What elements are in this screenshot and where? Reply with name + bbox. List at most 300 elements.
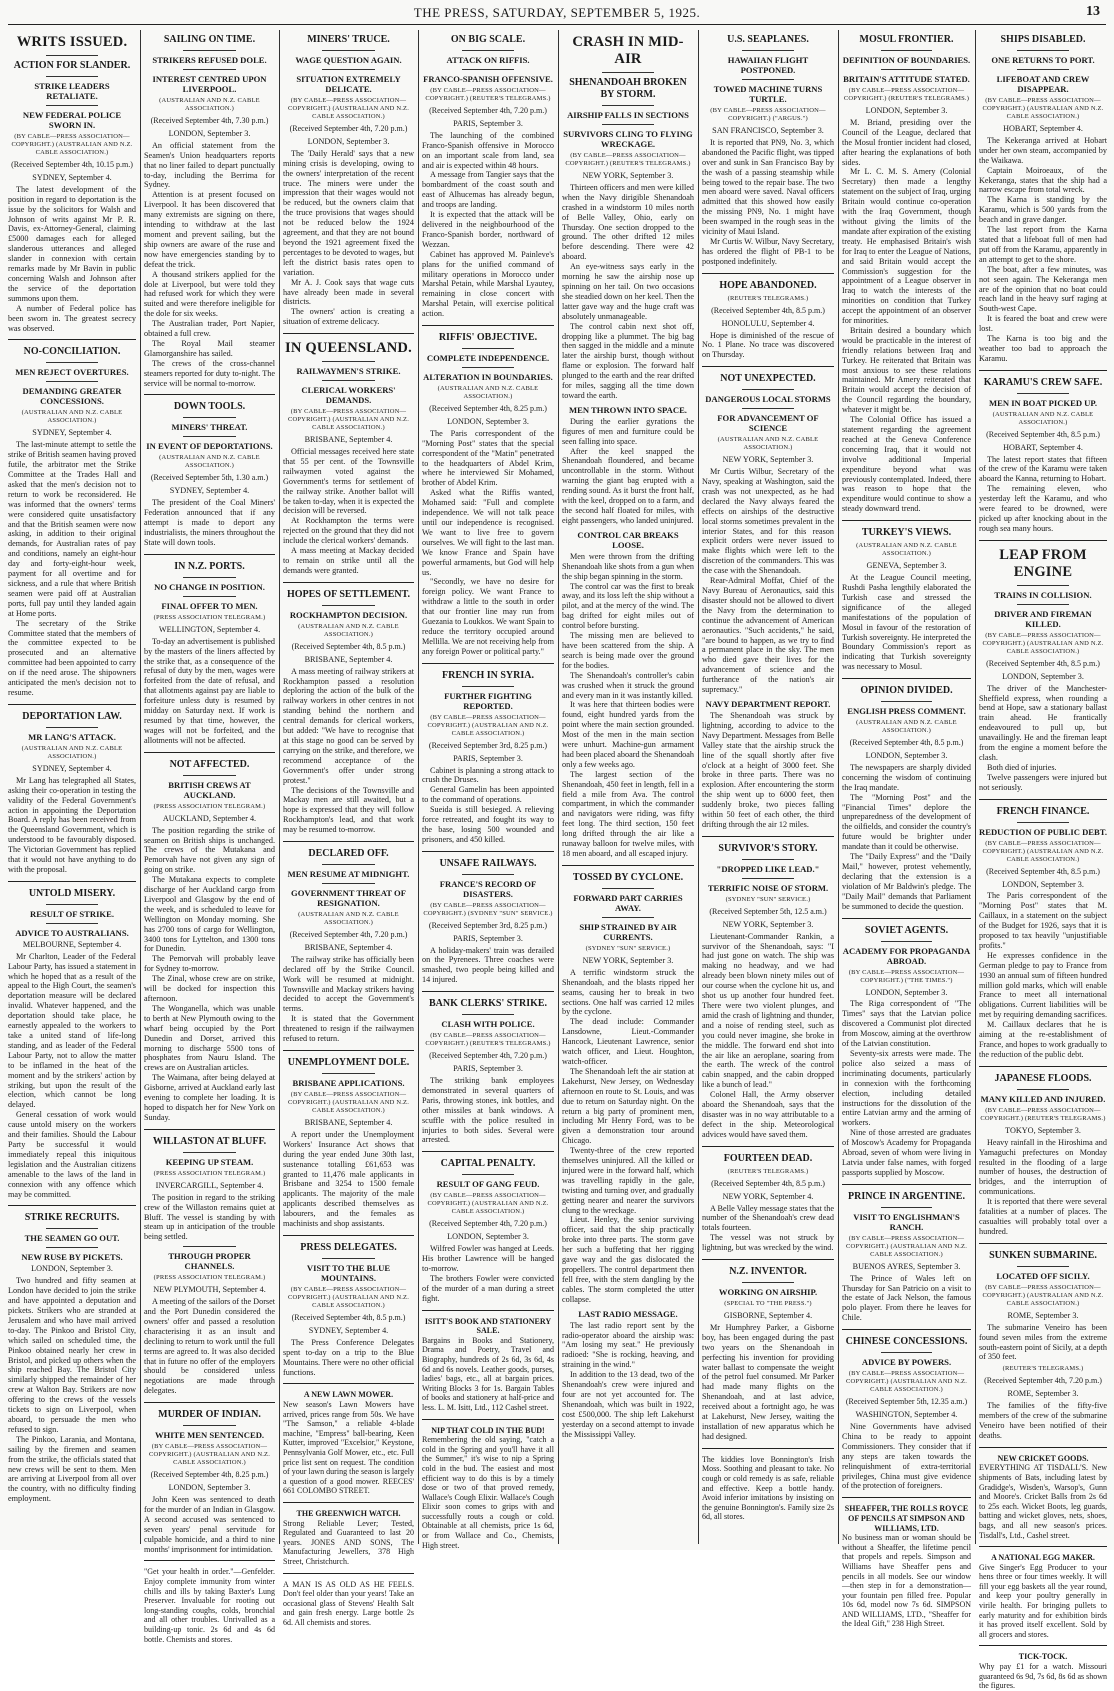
dateline: SYDNEY, September 4.	[169, 486, 250, 496]
wire-credit: (AUSTRALIAN AND N.Z. CABLE ASSOCIATION.)	[21, 744, 123, 760]
article-paragraph: Mr Charlton, Leader of the Federal Labour Party, has issued a statement in which he hoped that as a result of the appeal to the High Court, the seamen's deportation measure will be declared invalid. Whatever happened, and the deportation should take place, he earnestly appealed to the workers to take a united stand of life-long standing, and as leader of the Federal Labour Party, not to allow the matter to be inflamed in the heat of the moment and by the strikers' action by striking, but upon the result of the election, which cannot be long delayed.	[8, 951, 136, 1110]
subheadline: REDUCTION OF PUBLIC DEBT.	[979, 826, 1107, 837]
headline: SAILING ON TIME.	[163, 34, 256, 45]
article-paragraph: The 'Daily Herald' says that a new mining crisis is developing, owing to the owners' interpretation of the recent truce. The miners were under the impression that their wages would not be reduced, but the owners claim that the truce provisions that wages should not be reduced below the 1924 agreement, and that they are not bound beyond the 1921 agreement fixed the percentages to be devoted to wages, but left the district basis rates open to variation.	[283, 148, 414, 277]
dateline: PARIS, September 3.	[453, 933, 523, 943]
divider	[979, 1447, 1107, 1448]
dateline: WELLINGTON, September 4.	[158, 624, 261, 634]
article-paragraph: The Kekeranga arrived at Hobart under her own steam, accompanied by the Waikawa.	[979, 135, 1107, 165]
page-number: 13	[1086, 4, 1100, 19]
divider	[283, 1050, 414, 1051]
wire-credit: (BY CABLE—PRESS ASSOCIATION—COPYRIGHT.) (AUSTRALIAN AND N.Z. CABLE ASSOCIATION.)	[287, 97, 410, 120]
article-paragraph: In addition to the 13 dead, two of the Shenandoah's crew were injured and four are not yet accounted for. The Shenandoah, which was built in 1922, cost £500,000. The ship left Lakehurst yesterday on a second attempt to invade the Mississippi Valley.	[562, 1370, 694, 1439]
wire-credit: (AUSTRALIAN AND N.Z. CABLE ASSOCIATION.)	[856, 542, 957, 558]
article-paragraph: The president of the Coal Miners' Federation announced that if any attempt is made to deport any industrialists, the miners throughout the State will down tools.	[144, 498, 275, 547]
divider	[183, 69, 235, 70]
divider	[183, 417, 235, 418]
wire-credit: (PRESS ASSOCIATION TELEGRAM.)	[153, 613, 266, 621]
wire-credit: (REUTER'S TELEGRAMS.)	[727, 1167, 809, 1175]
divider	[602, 888, 655, 889]
wire-credit: (BY CABLE—PRESS ASSOCIATION—COPYRIGHT.) (REUTER'S TELEGRAMS.)	[843, 87, 970, 102]
dateline: MELBOURNE, September 4.	[22, 939, 122, 949]
divider	[842, 1184, 971, 1185]
subheadline: INTEREST CENTRED UPON LIVERPOOL.	[152, 74, 267, 94]
subheadline: BRITISH CREWS AT AUCKLAND.	[168, 779, 251, 800]
column-1	[5, 30, 139, 1544]
dateline: AUCKLAND, September 4.	[162, 813, 257, 823]
divider	[742, 79, 795, 80]
headline: CHINESE CONCESSIONS.	[845, 1336, 968, 1348]
article-paragraph: The largest section of the Shenandoah, 450 feet in length, fell in a field a mile from Ava. The control compartment, in which the commander and navigators were riding, was fifty feet long. The third section, 150 feet long drifted through the air like a runaway balloon for twelve miles, with 18 men aboard, and all escaped injury.	[562, 769, 694, 858]
subheadline: RESULT OF GANG FEUD.	[436, 1179, 540, 1190]
subheadline: TOWED MACHINE TURNS TURTLE.	[713, 84, 823, 104]
subheadline: FINAL OFFER TO MEN.	[161, 600, 258, 611]
article-paragraph: John Keen was sentenced to death for the murder of an Indian in Glasgow. A second accused was sentenced to seven years' penal servitude for culpable homicide, and a third to nine months' imprisonment for intimidation.	[144, 1495, 275, 1554]
advertisement	[283, 1580, 414, 1628]
advertisement-heading: SHEAFFER, THE ROLLS ROYCE OF PENCILS AT SIMPSON AND WILLIAMS, LTD.	[844, 1504, 969, 1533]
article-paragraph: General Gamelin has been appointed to the command of operations.	[422, 785, 554, 805]
dateline: SYDNEY, September 4.	[32, 172, 112, 182]
advertisement	[842, 1504, 971, 1629]
article-paragraph: The last-minute attempt to settle the strike of British seamen having proved futile, the arbitrator met the Strike Committee at the Trades Hall and asked that the men's decision not to return to work be reconsidered. He was informed that the owners' terms were considered quite unsatisfactory and that the British seamen were now asking, in addition to their original demands, for Australian rates of pay and conditions, namely an eight-hour day and forty-eight-hour week, payment for all overtime and for sickness, and a rule that where British seamen were paid off at Australian ports, full pay until they landed again at Home ports.	[8, 440, 136, 618]
article-paragraph: Men were thrown from the drifting Shenandoah like shots from a gun when the ship began spinning in the storm.	[562, 551, 694, 581]
headline: TOSSED BY CYCLONE.	[572, 871, 684, 883]
dateline: LONDON, September 3.	[447, 1232, 529, 1242]
divider	[1017, 1089, 1068, 1090]
article-paragraph: A thousand strikers applied for the dole at Liverpool, but were told they had refused work for which they were suited and were therefore ineligible for the dole for six weeks.	[144, 269, 275, 319]
subheadline: TERRIFIC NOISE OF STORM.	[707, 882, 829, 893]
dateline: SYDNEY, September 4.	[308, 1325, 389, 1335]
headline: FOURTEEN DEAD.	[723, 1152, 813, 1164]
dateline: HOBART, September 4.	[1003, 124, 1083, 133]
received-line: (Received September 4th, 8.5 p.m.)	[711, 305, 825, 315]
dateline: NEW YORK, September 3.	[582, 171, 674, 180]
article-paragraph: Mr Humphrey Parker, a Gisborne boy, has been engaged during the past two years on the Shenandoah in perfecting his invention for providing water ballast to compensate the weight of the petrol fuel consumed. Mr Parker had made many flights on the Shenandoah, and at last advice, received about a fortnight ago, he was at Lakehurst, New Jersey, waiting the installation of new apparatus which he had designed.	[702, 1322, 834, 1441]
article-paragraph: The Zinal, whose crew are on strike, will be docked for inspection this afternoon.	[144, 974, 275, 1003]
article-paragraph: The missing men are believed to have been scattered from the ship. A search is being made over the ground for the bodies.	[562, 631, 694, 670]
divider	[46, 362, 97, 363]
advertisement-heading: TICK-TOCK.	[1018, 1652, 1068, 1662]
headline: CRASH IN MID-AIR	[572, 34, 684, 67]
divider	[46, 381, 97, 382]
wire-credit: (BY CABLE—PRESS ASSOCIATION—COPYRIGHT.) (AUSTRALIAN AND N.Z. CABLE ASSOCIATION.)	[845, 1370, 968, 1394]
divider	[322, 69, 374, 70]
subheadline: RESULT OF STRIKE.	[30, 908, 114, 919]
article-paragraph: The control car was the first to break away, and its loss left the ship without a pilot, and at the mercy of the wind. The bag drifted for eight miles out of control before bursting.	[562, 581, 694, 631]
advertisement-heading: THE GREENWICH WATCH.	[296, 1508, 401, 1518]
column-8	[976, 30, 1110, 1691]
received-line: (Received September 4th, 8.5 p.m.)	[291, 1312, 406, 1322]
headline: RIFFIS' OBJECTIVE.	[438, 332, 538, 344]
divider	[144, 394, 275, 395]
dateline: TOKYO, September 3.	[1005, 1125, 1081, 1135]
divider	[283, 1235, 414, 1236]
subheadline: CONTROL CAR BREAKS LOOSE.	[577, 529, 679, 550]
headline: SHENANDOAH BROKEN BY STORM.	[569, 77, 687, 100]
divider	[1017, 604, 1068, 605]
dateline: WASHINGTON, September 4.	[855, 1410, 958, 1420]
subheadline: TRAINS IN COLLISION.	[994, 589, 1092, 600]
divider	[183, 436, 235, 437]
subheadline: RAILWAYMEN'S STRIKE.	[296, 366, 401, 377]
received-line: (Received September 4th, 7.30 p.m.)	[150, 116, 269, 125]
article-paragraph: Lieutenant-Commander Rankin, a survivor of the Shenandoah, says: "I had just gone on watch. The ship was making no headway, and we had already been blown ninety miles out of our course when the cyclone hit us, and shot us up another four hundred feet. There were two violent plunges, and amid the crash of lightning and thunder, and a noise of rending steel, such as you could never imagine, she broke in the middle. The forward end shot into the air like an aeroplane, soaring from the earth. The wreck of the control cabin snapped, and the cabin dropped like a bunch of lead."	[702, 931, 834, 1090]
subheadline: KEEPING UP STEAM.	[165, 1156, 254, 1167]
wire-credit: (PRESS ASSOCIATION TELEGRAM.)	[153, 802, 266, 810]
article-paragraph: The Royal Mail steamer Glamorganshire has sailed.	[144, 338, 275, 358]
received-line: (Received September 4th, 8.5 p.m.)	[986, 658, 1100, 668]
divider	[183, 1246, 235, 1247]
article-paragraph: The Pemorvah will probably leave for Sydney to-morrow.	[144, 954, 275, 974]
divider	[742, 859, 795, 860]
wire-credit: (SYDNEY "SUN" SERVICE.)	[585, 944, 671, 952]
column-4	[419, 30, 557, 1550]
article-paragraph: "Secondly, we have no desire for foreign policy. We want France to withdraw a little to the south in order that our frontier line may run from Guezania to Loukkos. We want Spain to reduce the territory occupied around Mellilla. We are not receiving help from any foreign Power or political party."	[422, 577, 554, 656]
article-paragraph: The secretary of the Strike Committee stated that the members of the committee expected to be prosecuted and an alternative committee had been appointed to carry on if the need arose. The shipowners anticipated the men's decision not to resume.	[8, 618, 136, 697]
received-line: (Received September 4th, 7.20 p.m.)	[429, 1051, 547, 1061]
divider	[8, 704, 136, 705]
wire-credit: (AUSTRALIAN AND N.Z. CABLE ASSOCIATION.)	[298, 911, 399, 927]
article-paragraph: The newspapers are sharply divided concerning the wisdom of continuing the Iraq mandate.	[842, 762, 971, 792]
divider	[462, 50, 515, 51]
advertisement	[422, 1317, 554, 1413]
article-paragraph: M. Briand, presiding over the Council of the League, declared that the Mosul frontier incident had closed, after hearing the explanations of both sides.	[842, 117, 971, 167]
article-paragraph: The Waimana, after being delayed at Gisborne, arrived at Auckland early last evening to complete her loading. It is hoped to dispatch her for New York on Sunday.	[144, 1073, 275, 1122]
article-paragraph: It is expected that the attack will be delivered in the neighbourhood of the Franco-Spanish border, northward of Wezzan.	[422, 210, 554, 249]
article-paragraph: Nine Governments have advised China to be ready to appoint Commissioners. They consider that if any steps are taken towards the relinquishment of extra-territorial privileges, China must give evidence of the protection of foreigners.	[842, 1422, 971, 1491]
divider	[462, 686, 515, 687]
divider	[422, 325, 554, 326]
divider	[283, 582, 414, 583]
headline: WRITS ISSUED.	[16, 34, 128, 50]
subheadline: NO CHANGE IN POSITION.	[154, 581, 265, 592]
divider	[8, 1205, 136, 1206]
subheadline: NEW RUSE BY PICKETS.	[21, 1252, 123, 1263]
subheadline: DRIVER AND FIREMAN KILLED.	[994, 608, 1092, 629]
subheadline: IN EVENT OF DEPORTATIONS.	[146, 441, 273, 452]
dateline: HOBART, September 4.	[1003, 442, 1083, 452]
article-paragraph: It was here that thirteen bodies were found, eight hundred yards from the point where the main section grounded. Most of the men in the main section were unhurt. Machine-gun armament had been placed aboard the Shenandoah only a few weeks ago.	[562, 700, 694, 769]
article-paragraph: Attention is at present focused on Liverpool. It has been discovered that many extremists are signing on there, intending to withdraw at the last moment and prevent sailing, but the ship owners are aware of the ruse and now have emergencies standing by to defeat the trick.	[144, 190, 275, 269]
article-paragraph: An eye-witness says early in the morning he saw the airship nose up spinning on her tail. On two occasions she steadied down on her keel. Then the latter gave way and the huge craft was absolutely unmanageable.	[562, 262, 694, 321]
subheadline: STRIKERS REFUSED DOLE.	[152, 55, 267, 65]
divider	[1017, 585, 1068, 586]
divider	[283, 1383, 414, 1384]
article-paragraph: Mr A. J. Cook says that wage cuts have already been made in several districts.	[283, 277, 414, 307]
headline: FRENCH FINANCE.	[996, 805, 1090, 817]
divider	[322, 361, 374, 362]
divider	[283, 841, 414, 842]
wire-credit: (SPECIAL TO "THE PRESS.")	[724, 1300, 812, 1308]
divider	[46, 923, 97, 924]
column-6	[699, 30, 837, 1544]
wire-credit: (AUSTRALIAN AND N.Z. CABLE ASSOCIATION.)	[298, 622, 399, 638]
subheadline: WHITE MEN SENTENCED.	[154, 1430, 265, 1441]
headline: SHIPS DISABLED.	[1000, 34, 1086, 45]
article-paragraph: The Colonial Office has issued a statement regarding the agreement reached at the Geneva Conference concerning Iraq, that it would not involve additional Imperial expenditure beyond what was previously contemplated. Indeed, there was reason to hope that the expenditure would continue to show a steady downward trend.	[842, 415, 971, 514]
article-paragraph: The Shenandoah left the air station at Lakehurst, New Jersey, on Wednesday afternoon en route to St. Louis, and was due to return on Saturday night. On the return a big party of prominent men, including Mr Henry Ford, was to be given a demonstration tour around Chicago.	[562, 1066, 694, 1146]
wire-credit: (AUSTRALIAN AND N.Z. CABLE ASSOCIATION.)	[159, 454, 260, 470]
headline: OPINION DIVIDED.	[860, 685, 953, 697]
subheadline: THROUGH PROPER CHANNELS.	[168, 1251, 251, 1272]
divider	[46, 727, 97, 728]
headline: N.Z. INVENTOR.	[729, 1266, 807, 1278]
article-paragraph: During the earlier gyrations the figures of men and furniture could be seen falling into space.	[562, 416, 694, 446]
divider	[183, 1425, 235, 1426]
divider	[462, 1174, 515, 1175]
divider	[144, 1560, 275, 1561]
article-paragraph: To-day an advertisement is published by the masters of the liners affected by the strike that, as a consequence of the refusal of duty by the men, wages were forfeited from the date of refusal, and that allotments against pay are liable to forfeiture unless duty is resumed by midday on Saturday next. If work is resumed by that time, however, the wages will not be forfeited, and the allotments will not be affected.	[144, 636, 275, 745]
article-paragraph: Britain desired a boundary which would be practicable in the interest of friendly relations between Iraq and Turkey. He reiterated that Britain was most anxious to see these relations maintained. Mr Amery reiterated that Britain would accept the decision of the Council regarding the boundary, whatever it might be.	[842, 325, 971, 415]
wire-credit: (BY CABLE—PRESS ASSOCIATION—COPYRIGHT.) ("THE TIMES.")	[848, 968, 965, 984]
article-paragraph: The vessel was not struck by lightning, but was wrecked by the wind.	[702, 1233, 834, 1253]
divider	[742, 878, 795, 879]
divider	[702, 366, 834, 367]
article-paragraph: The Wonganella, which was unable to berth at New Plymouth owing to the wharf being occupied by the Port Dunedin and Dorset, arrived this morning to discharge 5500 tons of phosphates from Nauru Island. The crews are on Australian articles.	[144, 1003, 275, 1073]
subheadline: LAST RADIO MESSAGE.	[578, 1308, 678, 1319]
divider	[183, 596, 235, 597]
wire-credit: (REUTER'S TELEGRAMS.)	[1002, 1365, 1084, 1373]
received-line: (Received September 4th, 8.5 p.m.)	[291, 641, 406, 651]
article-paragraph: At the League Council meeting, Rushdi Pasha lengthily elaborated the Turkish case and stressed the significance of the alleged manifestations of the population of Mosul in favour of the restoration of Turkish sovereignty. He interpreted the Boundary Commission's report as indicating that Turkish sovereignty was necessary to Mosul.	[842, 573, 971, 672]
article-paragraph: A terrific windstorm struck the Shenandoah, and the blasts ripped her seams, causing her to break in two sections. One half was carried 12 miles by the cyclone.	[562, 967, 694, 1017]
wire-credit: (BY CABLE—PRESS ASSOCIATION—COPYRIGHT.) (AUSTRALIAN AND N.Z. CABLE ASSOCIATION.)	[148, 1443, 271, 1467]
article-paragraph: The Shenandoah's controller's cabin was crushed when it struck the ground and every man in it was instantly killed.	[562, 670, 694, 700]
subheadline: MR LANG'S ATTACK.	[28, 731, 116, 742]
divider	[183, 775, 235, 776]
divider	[46, 1228, 97, 1229]
headline: PRESS DELEGATES.	[300, 1241, 397, 1253]
advertisement-text: No business man or woman should be without a Sheaffer, the lifetime pencil that propels and repels. Simpson and Williams have Sheaffer pens and pencils in all models. See our window—then step in for a demonstration—your fountain pen filled free. Popular 10s 6d, model now 7s 6d. SIMPSON AND WILLIAMS, LTD., "Sheaffer for the Ideal Gift," 238 High Street.	[842, 1533, 971, 1629]
subheadline: DANGEROUS LOCAL STORMS	[705, 394, 831, 405]
dateline: NEW YORK, September 4.	[722, 1191, 814, 1201]
article-paragraph: Colonel Hall, the Army observer aboard the Shenandoah, says that the disaster was in no way attributable to a defect in the ship. Meteorological advices would have saved them.	[702, 1090, 834, 1139]
dateline: NEW YORK, September 3.	[582, 955, 674, 965]
subheadline: STRIKE LEADERS RETALIATE.	[34, 81, 110, 101]
dateline: ROME, September 3.	[1007, 1310, 1079, 1320]
advertisement-text: Give Singer's Egg Producer to your hens three or four times weekly. It will fill your egg baskets all the year round, and keep your poultry generally in virile health. For bringing pullets to early maturity and for exhibition birds it has proved itself excellent. Sold by all grocers and stores.	[979, 1562, 1107, 1639]
divider	[842, 1329, 971, 1330]
received-line: (Received September 4th, 8.5 p.m.)	[849, 738, 964, 748]
advertisement-text: Bargains in Books and Stationery, Drama and Poetry, Travel and Biography, hundreds of 2s 6d, 3s 6d, 4s 6d and 6s novels. Leather goods, purses, ladies' bags, etc., all at bargain prices. Writing Blocks 3 for 1s. Bargain Tables of books and stationery at half-price and less. L. M. Isitt, Ltd., 112 Cashel street.	[422, 1335, 554, 1412]
subheadline: FORWARD PART CARRIES AWAY.	[573, 892, 683, 913]
headline: SURVIVOR'S STORY.	[718, 842, 818, 854]
headline: MOSUL FRONTIER.	[859, 34, 954, 45]
divider	[702, 1448, 834, 1449]
article-paragraph: The decisions of the Townsville and Mackay men are still awaited, but a hope is expressed that they will follow Rockhampton's lead, and that work may be resumed to-morrow.	[283, 785, 414, 835]
subheadline: CLASH WITH POLICE.	[441, 1019, 535, 1030]
article-paragraph: Twenty-three of the crew reported themselves uninjured. All the killed or injured were in the forward half, which was travelling rapidly in the gale, twisting and turning over, and gradually getting nearer and nearer the survivors clung to the wreckage.	[562, 1146, 694, 1215]
subheadline: MEN THROWN INTO SPACE.	[569, 404, 687, 415]
column-7	[839, 30, 974, 1629]
subheadline: DEMANDING GREATER CONCESSIONS.	[22, 386, 122, 407]
subheadline: ALTERATION IN BOUNDARIES.	[423, 372, 553, 383]
advertisement-text: New season's Lawn Mowers have arrived, prices range from 50s. We have "The Samson," a reliable 4-blade machine, "Empress" ball-bearing, Keen Kutter, improved "Excelsior," Keystone, Pennsylvania Golf Mower, etc., etc. Full price list sent on request. The condition of your lawn during the season is largely a question of a good mower. REECES' 661 COLOMBO STREET.	[283, 1400, 414, 1496]
article-paragraph: The Mutakana expects to complete discharge of her Auckland cargo from Liverpool and Glasgow by the end of the week, and is scheduled to leave for Wellington on Monday morning. She has 2700 tons of cargo for Wellington, 3400 tons for Lyttelton, and 1300 tons for Dunedin.	[144, 875, 275, 954]
article-paragraph: Hope is diminished of the rescue of No. 1 Plane. No trace was discovered on Thursday.	[702, 330, 834, 360]
dateline: SYDNEY, September 4.	[32, 763, 112, 773]
dateline: LONDON, September 3.	[865, 987, 948, 997]
article-paragraph: The position in regard to the striking crew of the Willaston remains quiet at Bluff. The vessel is standing by with steam up in anticipation of the trouble being settled.	[144, 1192, 275, 1242]
article-paragraph: The Pinkoo, Larania, and Montana, sailing by the firemen and seamen from the strike, the officials stated that new crews will be sent to them. Men are arriving at Liverpool from all over the country, with no difficulty finding employment.	[8, 1434, 136, 1504]
article-paragraph: Sueida is still besieged. A relieving force retreated, and fought its way to the base, losing 500 wounded and prisoners, and 450 killed.	[422, 805, 554, 844]
received-line: (Received September 4th, 8.25 p.m.)	[429, 404, 547, 414]
advertisement-heading: NEW CRICKET GOODS.	[997, 1453, 1089, 1463]
article-paragraph: Nine of those arrested are graduates of Moscow's Academy for Propaganda Abroad, seven of whom were living in Latvia under false names, with forged passports supplied by Moscow.	[842, 1128, 971, 1177]
article-paragraph: It is stated that the Government threatened to resign if the railwaymen refused to return.	[283, 1014, 414, 1044]
article-paragraph: The last report from the Karna stated that a lifeboat full of men had put off from the Karamu, apparently in an attempt to get to the shore.	[979, 225, 1107, 264]
dateline: BRISBANE, September 4.	[304, 435, 393, 445]
article-paragraph: The driver of the Manchester-Sheffield express, when rounding a bend at Hope, saw a stationary ballast train ahead. He frantically endeavoured to pull up, but unavailingly. He and the fireman leapt from the engine a moment before the clash.	[979, 683, 1107, 762]
article-paragraph: Rear-Admiral Moffat, Chief of the Navy Bureau of Aeronautics, said this disaster should not be allowed to divert the Navy from the determination to continue the advancement of American aeronautics. "Such accidents," he said, "are bound to happen, as we try to find a permanent place in the sky. The men who died gave their lives for the advancement of science and the furtherance of the nation's air supremacy."	[702, 576, 834, 695]
advertisement-heading: A NEW LAWN MOWER.	[303, 1390, 394, 1400]
advertisement-heading: A NATIONAL EGG MAKER.	[991, 1553, 1095, 1563]
wire-credit: (BY CABLE—PRESS ASSOCIATION—COPYRIGHT.) (AUSTRALIAN AND N.Z. CABLE ASSOCIATION.)	[982, 839, 1104, 863]
wire-credit: (AUSTRALIAN AND N.Z. CABLE ASSOCIATION.)	[717, 436, 819, 452]
divider	[322, 883, 374, 884]
article-paragraph: Captain Moiroeaux, of the Kekeranga, states that the ship had a narrow escape from total wreck.	[979, 165, 1107, 195]
divider	[979, 1645, 1107, 1646]
wire-credit: (BY CABLE—PRESS ASSOCIATION—COPYRIGHT.) (REUTER'S TELEGRAMS.)	[565, 152, 691, 167]
divider	[842, 678, 971, 679]
divider	[462, 348, 515, 349]
headline: WILLASTON AT BLUFF.	[152, 1135, 267, 1147]
divider	[881, 69, 933, 70]
headline: U.S. SEAPLANES.	[727, 34, 809, 45]
subheadline: ONE RETURNS TO PORT.	[991, 55, 1095, 65]
article-paragraph: Seventy-six arrests were made. The police also seized a mass of incriminating documents, particularly in connexion with the forthcoming election, including detailed instructions for the dissolution of the entire Latvian army and the arming of workers.	[842, 1048, 971, 1128]
subheadline: VISIT TO ENGLISHMAN'S RANCH.	[853, 1211, 960, 1232]
divider	[702, 1259, 834, 1260]
article-paragraph: The Karna is too big and the weather too bad to approach the Karamu.	[979, 334, 1107, 363]
received-line: (Received September 5th, 1.30 a.m.)	[150, 473, 269, 483]
divider	[322, 1258, 374, 1259]
divider	[422, 663, 554, 664]
wire-credit: (SYDNEY "SUN" SERVICE.)	[725, 895, 811, 903]
divider	[46, 904, 97, 905]
article-paragraph: Official messages received here state that 55 per cent. of the Townsville railwaymen voted against the Government's terms for settlement of the railway strike. Another ballot will be taken to-day, when it is expected the decision will be reversed.	[283, 447, 414, 516]
divider	[602, 124, 655, 125]
divider	[842, 1497, 971, 1498]
subheadline: LOCATED OFF SICILY.	[996, 1270, 1090, 1281]
divider	[842, 520, 971, 521]
article-paragraph: The latest development of the position in regard to deportation is the issue by the solicitors for Walsh and Johnson of writs against Mr P. R. Davis, ex-Attorney-General, claiming £5000 damages each for alleged slanderous utterances and alleged slander in connexion with certain remarks made by Mr Bavin in public concerning Walsh and Johnson after the service of the deportation summons upon them.	[8, 184, 136, 303]
masthead	[8, 4, 1106, 25]
divider	[1017, 1266, 1068, 1267]
article-paragraph: Mr Curtis W. Wilbur, Navy Secretary, has ordered the flight of PB-1 to be postponed indefinitely.	[702, 236, 834, 266]
wire-credit: (BY CABLE—PRESS ASSOCIATION—COPYRIGHT.) (SYDNEY "SUN" SERVICE.)	[423, 901, 553, 917]
divider	[979, 1243, 1107, 1244]
subheadline: FRANCE'S RECORD OF DISASTERS.	[439, 878, 537, 899]
divider	[881, 941, 933, 942]
article-paragraph: A mass meeting of railway strikers at Rockhampton passed a resolution deploring the action of the bulk of the railway workers in other centres in not standing behind the northern and central demands for clerical workers, but added: "We have to recognise that at this stage no good can be served by carrying on the strike, and therefore, we recommend acceptance of the Government's offer under strong protest."	[283, 666, 414, 785]
received-line: (Received September 4th, 10.15 p.m.)	[11, 160, 133, 169]
divider	[742, 408, 795, 409]
article-paragraph: It is feared the boat and crew were lost.	[979, 314, 1107, 334]
subheadline: WAGE QUESTION AGAIN.	[295, 55, 402, 65]
wire-credit: (BY CABLE—PRESS ASSOCIATION—COPYRIGHT.) (AUSTRALIAN AND N.Z. CABLE ASSOCIATION.)	[845, 1234, 968, 1258]
subheadline: BRITAIN'S ATTITUDE STATED.	[843, 74, 970, 84]
headline: MINERS' TRUCE.	[307, 34, 390, 45]
divider	[881, 1352, 933, 1353]
wire-credit: (BY CABLE—PRESS ASSOCIATION—COPYRIGHT.) (AUSTRALIAN AND N.Z. CABLE ASSOCIATION.)	[11, 133, 133, 156]
subheadline: ACADEMY FOR PROPAGANDA ABROAD.	[842, 945, 971, 966]
received-line: (Received September 4th, 7.20 p.m.)	[429, 1219, 547, 1229]
divider	[422, 1310, 554, 1311]
subheadline: BRISBANE APPLICATIONS.	[292, 1078, 405, 1088]
dateline: NEW YORK, September 3.	[722, 455, 814, 465]
advertisement	[283, 1509, 414, 1567]
advertisement-text: Remembering the old saying, "catch a cold in the Spring and you'll have it all the Summer," it's wise to nip a Spring cold in the bud. The easiest and most efficient way to do this is by a timely dose or two of that proved remedy, Wallace's Cough Elixir. Wallace's Cough Elixir soon comes to grips with and successfully routs a cough or cold. Obtainable at all chemists, price 1s 6d, or from Wallace and Co., Chemists, High street.	[422, 1435, 554, 1550]
divider	[462, 69, 515, 70]
article-paragraph: The crews of the cross-channel steamers reported for duty to-night. The service will be normal to-morrow.	[144, 358, 275, 388]
article-paragraph: The Karna is standing by the Karamu, which is 500 yards from the beach and in grave danger.	[979, 195, 1107, 225]
article-paragraph: He expresses confidence in the German pledge to pay to France from 1930 an annual sum of fifteen hundred million gold marks, which will enable France to meet all international obligations. Current liabilities will be met by requiring demanding sacrifices.	[979, 950, 1108, 1020]
article-paragraph: Asked what the Riffis wanted, Mohamed said: "Full and complete independence. We will not talk peace until our independence is recognised. We want to live free to govern ourselves. We will fight to the last man. We know France and Spain have powerful armaments, but God will help us.	[422, 488, 554, 577]
divider	[8, 881, 136, 882]
article-paragraph: The Shenandoah was struck by lightning, according to advice to the Navy Department. Messages from Belle Valley state that the airship struck the line of the squall shortly after five o'clock at a height of 3000 feet. She broke in three parts. There was no explosion. After encountering the storm the ship went up to 6000 feet, then suddenly broke, two pieces falling within 50 feet of each other, the third drifting through the air 12 miles.	[702, 710, 834, 829]
article-paragraph: It is reported that there were several fatalities at a number of places. The casualties will probably total over a hundred.	[979, 1197, 1107, 1236]
divider	[881, 50, 933, 51]
advertisement	[979, 1454, 1107, 1540]
headline: CAPITAL PENALTY.	[440, 1158, 536, 1170]
subheadline: NAVY DEPARTMENT REPORT.	[705, 698, 831, 709]
headline: STRIKE RECRUITS.	[24, 1212, 120, 1224]
headline: SUNKEN SUBMARINE.	[989, 1249, 1097, 1261]
wire-credit: (BY CABLE—PRESS ASSOCIATION—COPYRIGHT.) (AUSTRALIAN AND N.Z. CABLE ASSOCIATION.)	[427, 1192, 549, 1216]
dateline: SYDNEY, September 4.	[32, 428, 112, 438]
article-paragraph: A report under the Unemployment Workers' Insurance Act shows that during the year ended June 30th last, sustenance totalling £61,653 was granted to 11,476 male applicants in Brisbane and 3254 to 1500 female applicants. The majority of the male applicants described themselves as labourers, and the females as machinists and shop assistants.	[283, 1129, 414, 1229]
subheadline: MEN IN BOAT PICKED UP.	[989, 397, 1097, 408]
divider	[322, 50, 374, 51]
headline: MURDER OF INDIAN.	[158, 1409, 261, 1421]
advertisement-text: Why pay £1 for a watch. Missouri guaranteed 6s 9d, 7s 6d, 8s 6d as shown the figures.	[979, 1662, 1107, 1691]
dateline: NEW YORK, September 3.	[722, 919, 814, 929]
article-paragraph: General cessation of work would cause untold misery on the workers and their families. Should the Labour Party be successful it would immediately repeal this iniquitous legislation and the Australian citizens amenable to the laws of the land in connexion with any offence which may be committed.	[8, 1110, 136, 1199]
received-line: (Received September 4th, 8.5 p.m.)	[986, 429, 1100, 439]
divider	[602, 72, 655, 73]
wire-credit: (BY CABLE—PRESS ASSOCIATION—COPYRIGHT.) (AUSTRALIAN AND N.Z. CABLE ASSOCIATION.)	[982, 1283, 1104, 1307]
received-line: (Received September 4th, 8.25 p.m.)	[150, 1470, 269, 1480]
divider	[283, 1502, 414, 1503]
subheadline: NEW FEDERAL POLICE SWORN IN.	[22, 110, 122, 130]
advertisement-heading: ISITT'S BOOK AND STATIONERY SALE.	[424, 1316, 552, 1336]
subheadline: FURTHER FIGHTING REPORTED.	[444, 690, 532, 711]
advertisement	[979, 1652, 1107, 1690]
wire-credit: (PRESS ASSOCIATION TELEGRAM.)	[153, 1274, 266, 1282]
headline: NO-CONCILIATION.	[23, 346, 121, 358]
wire-credit: (BY CABLE—PRESS ASSOCIATION—COPYRIGHT.) (AUSTRALIAN AND N.Z. CABLE ASSOCIATION.)	[982, 631, 1104, 655]
column-2	[141, 30, 278, 1644]
article-paragraph: The Australian trader, Port Napier, obtained a full crew.	[144, 319, 275, 339]
article-paragraph: The submarine Veneiro has been found seven miles from the extreme south-eastern point of Sicily, at a depth of 350 feet.	[979, 1322, 1107, 1362]
article-paragraph: The last radio report sent by the radio-operator aboard the airship was: "Am losing my seat." He previously radioed: "She is rocking, heaving, and straining in the wind."	[562, 1320, 694, 1370]
divider	[462, 874, 515, 875]
article-paragraph: The control cabin next shot off, dropping like a plummet. The big bag then sagged in the middle and a minute later the airship burst, though without flame or explosion. The forward half plunged to the earth and the rear drifted for miles, sagging all the time down toward the earth.	[562, 321, 694, 400]
article-paragraph: Mr L. C. M. S. Amery (Colonial Secretary) then made a lengthy statement on the subject of Iraq, urging Britain would continue co-operation with the Iraq Government, though without giving the limits of the mandate after expiration of the existing treaty. He emphasised Britain's wish for Iraq to enter the League of Nations, and said Britain would accept the Commission's suggestion for the appointment of a League observer in Iraq to watch the interests of the minorities on condition that Turkey accept the appointment of an observer for minorities.	[842, 167, 971, 326]
wire-credit: (AUSTRALIAN AND N.Z. CABLE ASSOCIATION.)	[21, 409, 123, 425]
divider	[422, 1151, 554, 1152]
wire-credit: (BY CABLE—PRESS ASSOCIATION—COPYRIGHT.) ("ARGUS.")	[710, 107, 826, 122]
divider	[979, 799, 1107, 800]
column-3	[280, 30, 417, 1627]
wire-credit: (REUTER'S TELEGRAMS.)	[727, 294, 809, 302]
divider	[979, 540, 1107, 541]
article-paragraph: A mass meeting at Mackay decided to remain on strike until all the demands were granted.	[283, 546, 414, 575]
divider	[742, 389, 795, 390]
subheadline: SURVIVORS CLING TO FLYING WRECKAGE.	[563, 129, 693, 149]
divider	[702, 1146, 834, 1147]
